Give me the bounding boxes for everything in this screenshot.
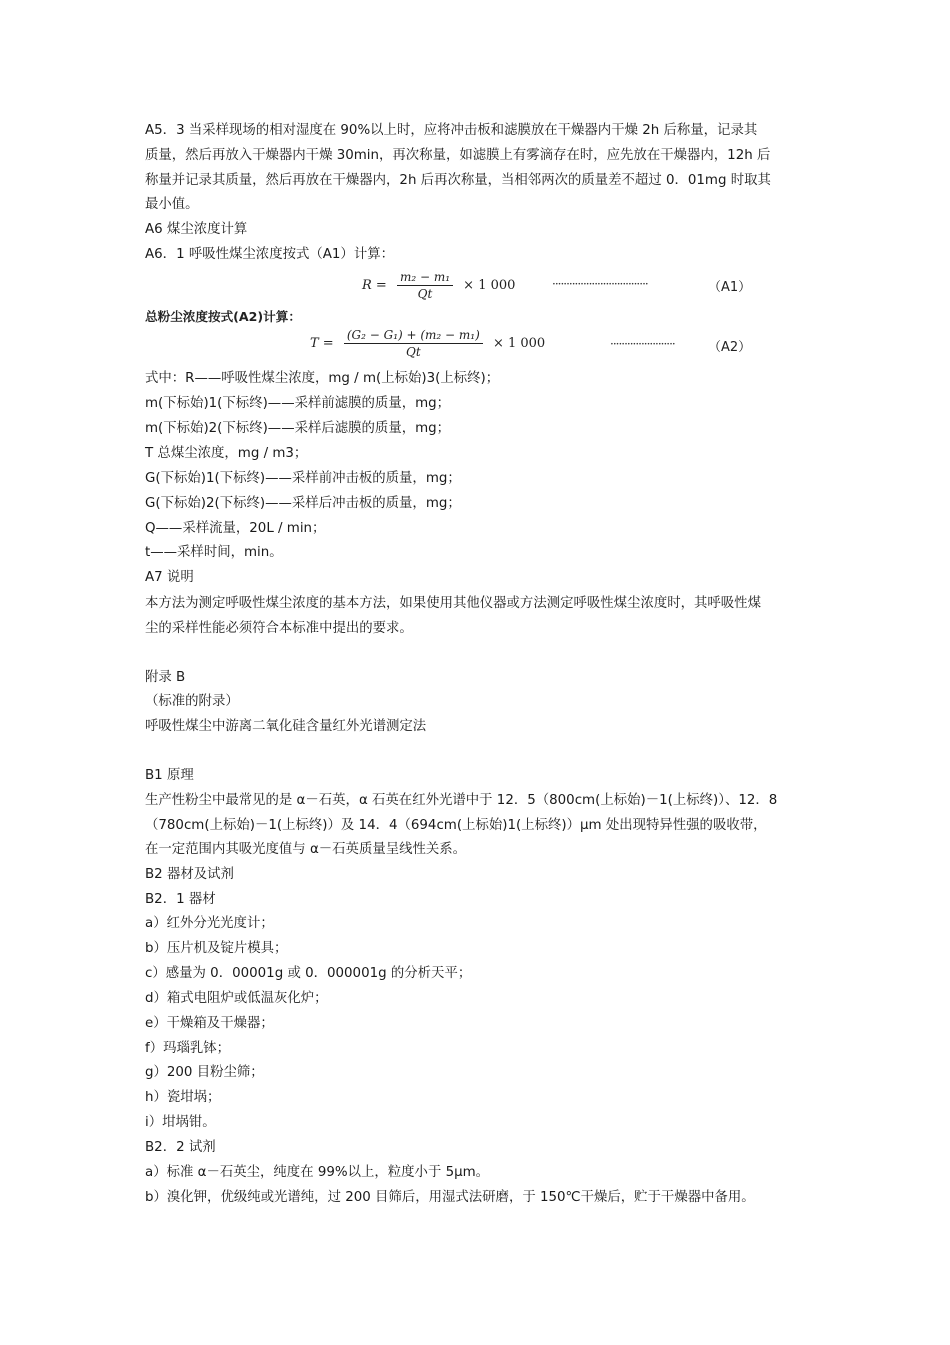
- paragraph-line: 最小值。: [145, 197, 199, 212]
- section-heading: A7 说明: [145, 570, 194, 585]
- formula-a2: [310, 328, 545, 359]
- paragraph-line: （780cm(上标始)－1(上标终)）及 14．4（694cm(上标始)1(上标终)）μm 处出现特异性强的吸收带，: [145, 818, 767, 833]
- formula-a2-denominator: Qt: [405, 345, 421, 359]
- paragraph-line: 称量并记录其质量，然后再放在干燥器内，2h 后再次称量，当相邻两次的质量差不超过 0．01mg 时取其: [145, 173, 771, 188]
- section-heading: B2 器材及试剂: [145, 867, 234, 882]
- formula-a2-label: （A2）: [708, 340, 752, 355]
- appendix-subtitle: （标准的附录）: [145, 694, 239, 709]
- list-item: h）瓷坩埚；: [145, 1090, 221, 1105]
- formula-a1-denominator: Qt: [417, 287, 433, 301]
- list-item: a）标准 α－石英尘，纯度在 99%以上，粒度小于 5μm。: [145, 1165, 490, 1180]
- definition-line: T 总煤尘浓度，mg / m3；: [145, 446, 308, 461]
- paragraph-line: 在一定范围内其吸光度值与 α－石英质量呈线性关系。: [145, 842, 467, 857]
- formula-a1-numerator: m₂ − m₁: [397, 270, 453, 286]
- formula-a2-multiplier: × 1 000: [492, 336, 546, 351]
- section-heading: B1 原理: [145, 768, 194, 783]
- section-heading: B2．1 器材: [145, 892, 216, 907]
- definition-line: G(下标始)1(下标终)——采样前冲击板的质量，mg；: [145, 471, 461, 486]
- formula-a1-fraction: [397, 270, 453, 301]
- formula-a1: [362, 270, 515, 301]
- section-heading: A6 煤尘浓度计算: [145, 222, 248, 237]
- definition-line: 式中：R——呼吸性煤尘浓度，mg / m(上标始)3(上标终)；: [145, 371, 500, 386]
- list-item: a）红外分光光度计；: [145, 916, 274, 931]
- list-item: b）溴化钾，优级纯或光谱纯，过 200 目筛后，用湿式法研磨，于 150℃干燥后，贮于干燥器中备用。: [145, 1190, 755, 1205]
- formula-a1-multiplier: × 1 000: [463, 278, 516, 293]
- formula-a2-fraction: [344, 328, 483, 359]
- list-item: f）玛瑙乳钵；: [145, 1041, 231, 1056]
- appendix-title: 附录 B: [145, 670, 186, 685]
- paragraph-line: 本方法为测定呼吸性煤尘浓度的基本方法，如果使用其他仪器或方法测定呼吸性煤尘浓度时，其呼吸性煤: [145, 596, 761, 611]
- paragraph-line: A5．3 当采样现场的相对湿度在 90%以上时，应将冲击板和滤膜放在干燥器内干燥 2h 后称量，记录其: [145, 123, 758, 138]
- definition-line: Q——采样流量，20L / min；: [145, 521, 326, 536]
- section-heading: A6．1 呼吸性煤尘浓度按式（A1）计算：: [145, 247, 394, 262]
- formula-a2-leader-dots: ·······················: [610, 337, 675, 351]
- paragraph-line: 尘的采样性能必须符合本标准中提出的要求。: [145, 621, 413, 636]
- definition-line: G(下标始)2(下标终)——采样后冲击板的质量，mg；: [145, 496, 461, 511]
- formula-a1-leader-dots: ··································: [552, 277, 648, 291]
- list-item: c）感量为 0．00001g 或 0．000001g 的分析天平；: [145, 966, 472, 981]
- formula-a2-lhs: T =: [310, 336, 334, 351]
- list-item: e）干燥箱及干燥器；: [145, 1016, 274, 1031]
- formula-a1-label: （A1）: [708, 280, 752, 295]
- definition-line: m(下标始)2(下标终)——采样后滤膜的质量，mg；: [145, 421, 451, 436]
- list-item: i）坩埚钳。: [145, 1115, 216, 1130]
- list-item: g）200 目粉尘筛；: [145, 1065, 264, 1080]
- definition-line: m(下标始)1(下标终)——采样前滤膜的质量，mg；: [145, 396, 451, 411]
- definition-line: t——采样时间，min。: [145, 545, 283, 560]
- formula-a2-numerator: (G₂ − G₁) + (m₂ − m₁): [344, 328, 483, 344]
- paragraph-line: 生产性粉尘中最常见的是 α－石英，α 石英在红外光谱中于 12．5（800cm(上标始)－1(上标终)）、12．8: [145, 793, 778, 808]
- list-item: b）压片机及锭片模具；: [145, 941, 288, 956]
- appendix-name: 呼吸性煤尘中游离二氧化硅含量红外光谱测定法: [145, 719, 427, 734]
- list-item: d）箱式电阻炉或低温灰化炉；: [145, 991, 328, 1006]
- formula-a1-lhs: R =: [362, 278, 387, 293]
- section-heading: B2．2 试剂: [145, 1140, 216, 1155]
- paragraph-line: 质量，然后再放入干燥器内干燥 30min，再次称量，如滤膜上有雾滴存在时，应先放在干燥器内，12h 后: [145, 148, 771, 163]
- formula-a2-heading: 总粉尘浓度按式(A2)计算：: [145, 309, 301, 324]
